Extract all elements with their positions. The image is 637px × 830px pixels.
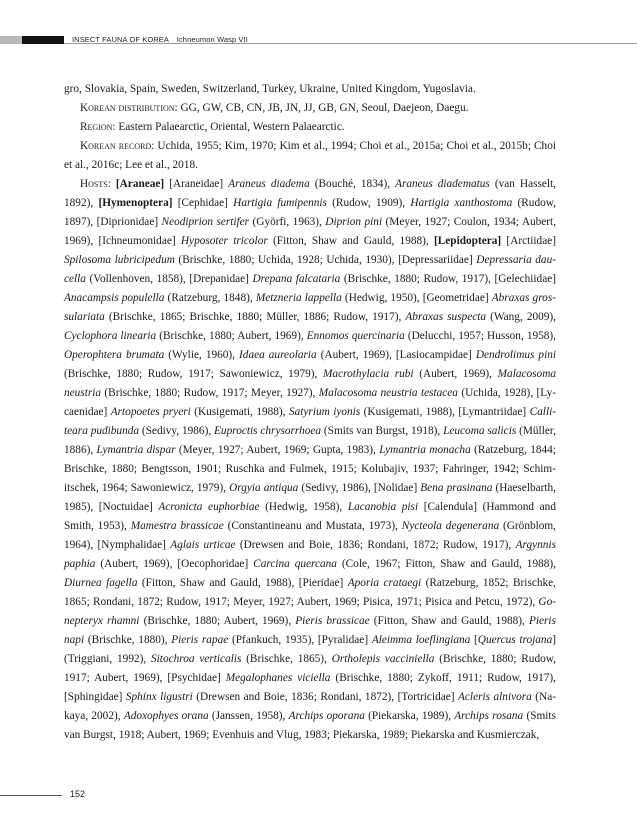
- text-run: (Brischke, 1880),: [84, 634, 172, 646]
- taxon-name: Leucoma salicis: [443, 425, 517, 437]
- taxon-name: Ortholepis vacciniella: [331, 653, 435, 665]
- text-run: (Brischke, 1880; Rudow, 1917; Meyer, 1927),: [101, 387, 319, 399]
- text-run: (Sedivy, 1986),: [139, 425, 215, 437]
- taxon-name: Idaea aureolaria: [239, 349, 317, 361]
- text-run: (Brischke, 1880; Rudow, 1917), [Gelechiidae]: [340, 273, 556, 285]
- text-run: ] (Triggiani, 1992),: [64, 634, 556, 665]
- text-run: : Eastern Palaearctic, Oriental, Western Palaearctic.: [112, 121, 345, 133]
- taxon-name: Drepana falcataria: [252, 273, 341, 285]
- taxon-name: Aleimma loeflingiana: [371, 634, 471, 646]
- text-run: (Brischke, 1880; Rudow, 1917; Aubert, 1969), [Psychidae]: [64, 653, 556, 684]
- text-run: (Fitton, Shaw and Gauld, 1988),: [369, 615, 529, 627]
- header-bar-black: [22, 36, 64, 44]
- taxon-name: Artopoetes pryeri: [110, 406, 191, 418]
- taxon-name: Argynnis paphia: [64, 539, 556, 570]
- taxon-name: Lymantria monacha: [379, 444, 471, 456]
- text-run: (Hedwig, 1958),: [259, 501, 348, 513]
- paragraph-korean-record: [64, 137, 556, 175]
- text-run: [Arctiidae]: [501, 235, 556, 247]
- host-order: [Hymenoptera]: [98, 197, 173, 209]
- text-run: [Araneidae]: [164, 178, 229, 190]
- taxon-name: Calliteara pudibunda: [64, 406, 556, 437]
- text-run: (Brischke, 1865),: [241, 653, 332, 665]
- text-run: (Ratzeburg, 1844; Brischke, 1880; Bengtsson, 1901; Ruschka and Fulmek, 1915; Kolubajiv, 1937; Fahringer, 1942; Schimitschek, 1964; Sawoniewicz, 1979),: [64, 444, 556, 494]
- host-order: [Araneae]: [115, 178, 165, 190]
- text-run: (Kusigemati, 1988),: [190, 406, 289, 418]
- text-run: (Piekarska, 1989),: [364, 710, 455, 722]
- text-run: (Kusigemati, 1988), [Lymantriidae]: [360, 406, 530, 418]
- paragraph-distribution-end: [64, 80, 556, 99]
- paragraph-hosts: [64, 175, 556, 745]
- taxon-name: Acleris alnivora: [458, 691, 532, 703]
- taxon-name: Satyrium iyonis: [288, 406, 361, 418]
- running-header: [72, 35, 248, 44]
- text-run: (Drewsen and Boie, 1836; Rondani, 1872), [Tortricidae]: [192, 691, 459, 703]
- text-run: (Aubert, 1969),: [413, 368, 498, 380]
- taxon-name: Megalophanes viciella: [225, 672, 331, 684]
- text-run: [Calendula] (Hammond and Smith, 1953),: [64, 501, 556, 532]
- header-bar-grey: [0, 36, 22, 44]
- text-run: (Györfi, 1963),: [249, 216, 326, 228]
- taxon-name: Bena prasinana: [420, 482, 493, 494]
- taxon-name: Aporia crataegi: [347, 577, 422, 589]
- text-run: (Pfankuch, 1935), [Pyralidae]: [228, 634, 372, 646]
- text-run: (Nakaya, 2002),: [64, 691, 556, 722]
- taxon-name: Carcina quercana: [253, 558, 337, 570]
- taxon-name: Mamestra brassicae: [130, 520, 224, 532]
- taxon-name: Quercus trojana: [477, 634, 553, 646]
- text-run: (Haeselbarth, 1985), [Noctuidae]: [64, 482, 556, 513]
- taxon-name: Sitochroa verticalis: [151, 653, 242, 665]
- section-label: Hosts: [80, 178, 108, 190]
- taxon-name: Dendrolimus pini: [475, 349, 556, 361]
- text-run: (Hedwig, 1950), [Geometridae]: [341, 292, 492, 304]
- taxon-name: Nycteola degenerana: [401, 520, 500, 532]
- section-label: Region: [80, 121, 113, 133]
- paragraph-korean-distribution: [64, 99, 556, 118]
- taxon-name: Orgyia antiqua: [229, 482, 299, 494]
- text-run: (Brischke, 1865; Brischke, 1880; Müller, 1886; Rudow, 1917),: [104, 311, 406, 323]
- text-run: [: [470, 634, 478, 646]
- taxon-name: Operophtera brumata: [64, 349, 165, 361]
- text-run: (Grönblom, 1964), [Nymphalidae]: [64, 520, 557, 551]
- taxon-name: Spilosoma lubricipedum: [64, 254, 175, 266]
- text-run: (Fitton, Shaw and Gauld, 1988), [Pieridae]: [137, 577, 348, 589]
- text-run: (Rudow, 1909),: [326, 197, 411, 209]
- text-run: (Rudow, 1897), [Diprionidae]: [64, 197, 556, 228]
- text-run: (Sedivy, 1986), [Nolidae]: [298, 482, 421, 494]
- text-run: :: [107, 178, 116, 190]
- taxon-name: Diurnea fagella: [64, 577, 138, 589]
- body-text: [64, 80, 556, 745]
- text-run: (van Hasselt, 1892),: [64, 178, 557, 209]
- taxon-name: Araneus diadema: [228, 178, 310, 190]
- taxon-name: Araneus diadematus: [395, 178, 490, 190]
- taxon-name: Anacampsis populella: [64, 292, 165, 304]
- taxon-name: Pieris rapae: [171, 634, 229, 646]
- host-order: [Lepidoptera]: [434, 235, 502, 247]
- text-run: (Delucchi, 1957; Husson, 1958),: [404, 330, 557, 342]
- section-label: Korean record: [80, 140, 152, 152]
- running-header-series: INSECT FAUNA OF KOREA: [72, 35, 169, 44]
- text-run: (Meyer, 1927; Aubert, 1969; Gupta, 1983),: [175, 444, 380, 456]
- text-run: (Ratzeburg, 1848),: [164, 292, 256, 304]
- page-number: 152: [70, 789, 86, 799]
- text-run: (Meyer, 1927; Coulon, 1934; Aubert, 1969), [Ichneumonidae]: [64, 216, 557, 247]
- text-run: (Brischke, 1880; Rudow, 1917; Sawoniewicz, 1979),: [64, 368, 324, 380]
- taxon-name: Hartigia fumipennis: [233, 197, 327, 209]
- taxon-name: Abraxas grossulariata: [64, 292, 556, 323]
- taxon-name: Pieris brassicae: [295, 615, 370, 627]
- taxon-name: Malacosoma neustria: [64, 368, 557, 399]
- taxon-name: Archips oporana: [288, 710, 365, 722]
- text-run: (Aubert, 1969), [Lasiocampidae]: [316, 349, 476, 361]
- taxon-name: Cyclophora linearia: [64, 330, 157, 342]
- taxon-name: Acronicta euphorbiae: [158, 501, 260, 513]
- taxon-name: Archips rosana: [454, 710, 524, 722]
- taxon-name: Lymantria dispar: [96, 444, 176, 456]
- taxon-name: Diprion pini: [325, 216, 383, 228]
- text-run: gro, Slovakia, Spain, Sweden, Switzerland, Turkey, Ukraine, United Kingdom, Yugoslavia.: [64, 83, 476, 95]
- taxon-name: Pieris napi: [64, 615, 556, 646]
- text-run: (Janssen, 1958),: [208, 710, 289, 722]
- running-header-volume: Ichneumon Wasp VII: [176, 35, 248, 44]
- text-run: : GG, GW, CB, CN, JB, JN, JJ, GB, GN, Seoul, Daejeon, Daegu.: [174, 102, 469, 114]
- text-run: (Cole, 1967; Fitton, Shaw and Gauld, 1988),: [336, 558, 556, 570]
- taxon-name: Lacanobia pisi: [347, 501, 419, 513]
- text-run: (Uchida, 1928), [Lycaenidae]: [64, 387, 556, 418]
- text-run: : Uchida, 1955; Kim, 1970; Kim et al., 1994; Choi et al., 2015a; Choi et al., 2015b; Choi et al., 2016c; Lee et al., 2018.: [64, 140, 556, 171]
- taxon-name: Neodiprion sertifer: [161, 216, 250, 228]
- text-run: (Constantineanu and Mustata, 1973),: [223, 520, 402, 532]
- text-run: (Smits van Burgst, 1918),: [321, 425, 444, 437]
- text-run: (Drewsen and Boie, 1836; Rondani, 1872; Rudow, 1917),: [235, 539, 516, 551]
- taxon-name: Euproctis chrysorrhoea: [214, 425, 322, 437]
- taxon-name: Abraxas suspecta: [405, 311, 487, 323]
- text-run: (Bouché, 1834),: [309, 178, 396, 190]
- text-run: (Brischke, 1880; Zykoff, 1911; Rudow, 1917), [Sphingidae]: [64, 672, 556, 703]
- text-run: (Aubert, 1969), [Oecophoridae]: [95, 558, 254, 570]
- text-run: (Smits van Burgst, 1918; Aubert, 1969; Evenhuis and Vlug, 1983; Piekarska, 1989; Piekarska and Kusmierczak,: [64, 710, 556, 741]
- text-run: (Ratzeburg, 1852; Brischke, 1865; Rondani, 1872; Rudow, 1917; Meyer, 1927; Aubert, 1969; Pisica, 1971; Pisica and Petcu, 1972),: [64, 577, 556, 608]
- text-run: (Brischke, 1880; Uchida, 1928; Uchida, 1930), [Depressariidae]: [174, 254, 477, 266]
- section-label: Korean distribution: [80, 102, 175, 114]
- text-run: (Fitton, Shaw and Gauld, 1988),: [267, 235, 434, 247]
- taxon-name: Metzneria lappella: [255, 292, 342, 304]
- taxon-name: Adoxophyes orana: [123, 710, 209, 722]
- text-run: (Vollenhoven, 1858), [Drepanidae]: [85, 273, 253, 285]
- text-run: (Wang, 2009),: [486, 311, 557, 323]
- text-run: (Brischke, 1880; Aubert, 1969),: [156, 330, 307, 342]
- taxon-name: Ennomos quercinaria: [306, 330, 405, 342]
- taxon-name: Aglais urticae: [170, 539, 236, 551]
- taxon-name: Malacosoma neustria testacea: [318, 387, 458, 399]
- text-run: [Cephidae]: [172, 197, 234, 209]
- taxon-name: Macrothylacia rubi: [323, 368, 414, 380]
- text-run: (Müller, 1886),: [64, 425, 556, 456]
- taxon-name: Hartigia xanthostoma: [410, 197, 513, 209]
- taxon-name: Gonepteryx rhamni: [64, 596, 556, 627]
- taxon-name: Hyposoter tricolor: [180, 235, 268, 247]
- taxon-name: Sphinx ligustri: [125, 691, 193, 703]
- taxon-name: Depressaria daucella: [64, 254, 556, 285]
- footer-rule: [0, 795, 62, 796]
- text-run: (Wylie, 1960),: [164, 349, 240, 361]
- paragraph-region: [64, 118, 556, 137]
- text-run: (Brischke, 1880; Aubert, 1969),: [139, 615, 296, 627]
